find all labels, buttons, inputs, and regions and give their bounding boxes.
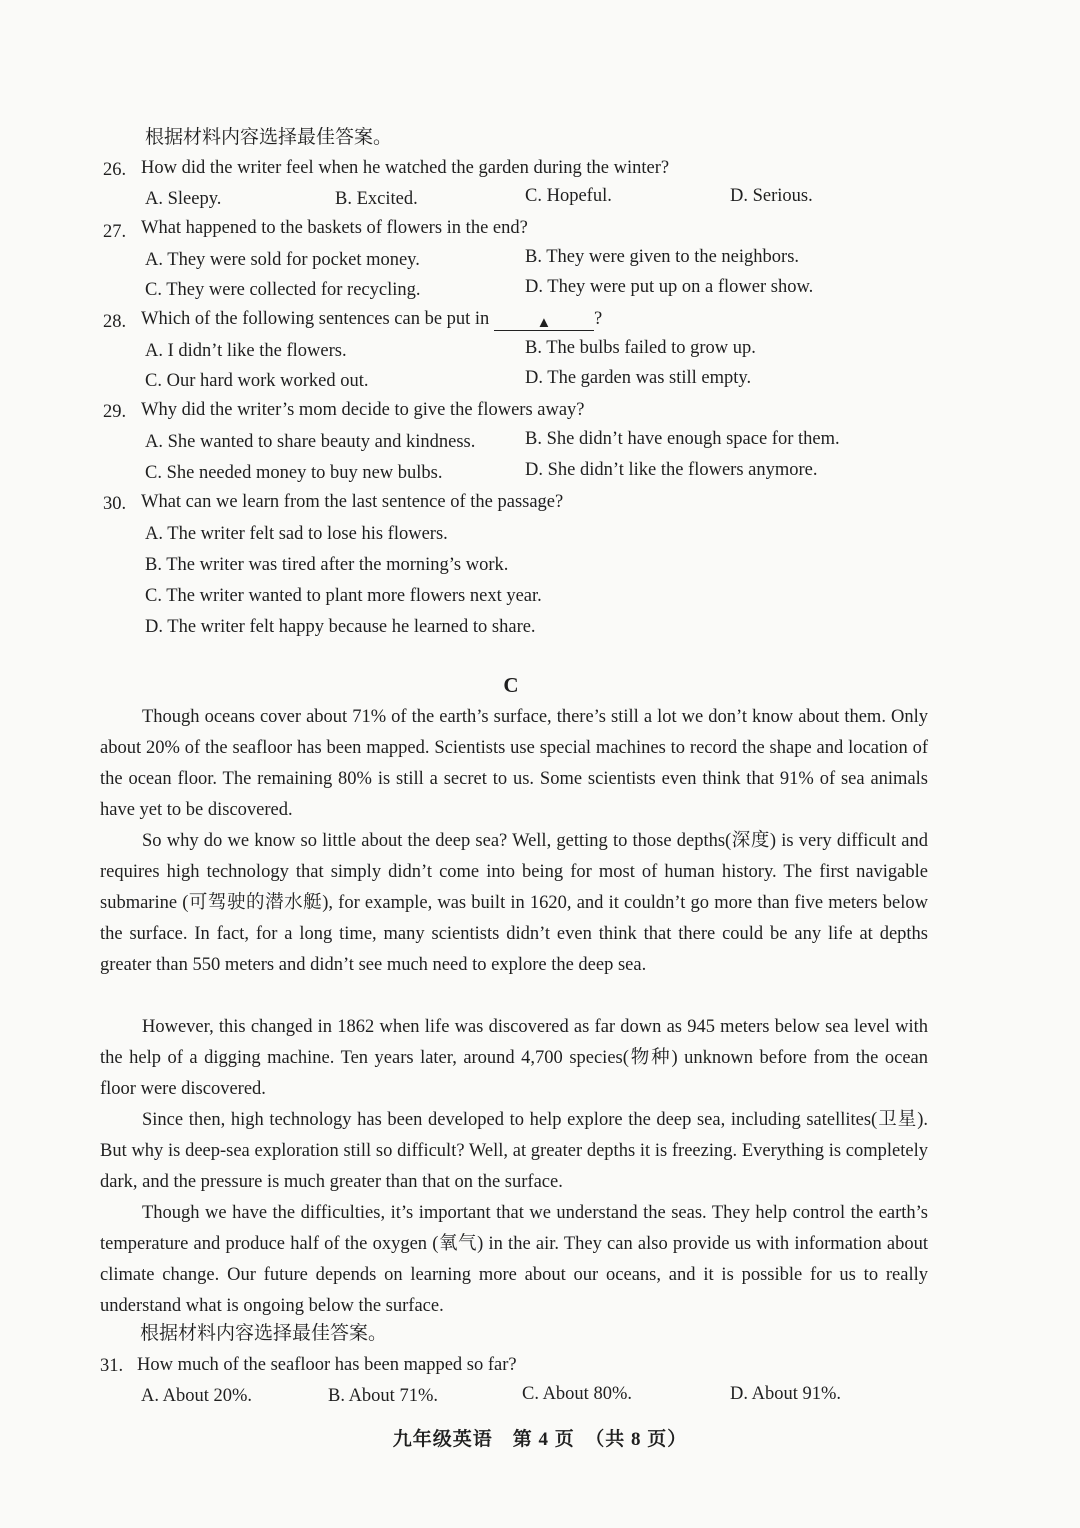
section-title: C	[503, 673, 519, 697]
option-d: D. The garden was still empty.	[525, 368, 752, 388]
option-b: B. The writer was tired after the morning’s work.	[145, 555, 509, 575]
option-a: A. They were sold for pocket money.	[145, 250, 420, 270]
option-d: D. They were put up on a flower show.	[525, 277, 814, 297]
option-b: B. About 71%.	[328, 1386, 438, 1406]
question-number: 27.	[103, 222, 127, 242]
question-number: 28.	[103, 312, 127, 332]
passage-paragraph: Though oceans cover about 71% of the earth’s surface, there’s still a lot we don’t know about them. Only about 20% of the seafloor has been mapped. Scientists use special machines to record the shape and location of the ocean floor. The remaining 80% is still a secret to us. Some scientists even think that 91% of sea animals have yet to be discovered.	[100, 707, 928, 820]
option-b: B. Excited.	[335, 189, 418, 209]
passage-paragraph: So why do we know so little about the deep sea? Well, getting to those depths(深度) is very difficult and requires high technology that simply didn’t come into being for most of human history. The first navigable submarine (可驾驶的潜水艇), for example, was built in 1620, and it couldn’t go more than five meters below the surface. In fact, for a long time, many scientists didn’t even think that there could be any life at depths greater than 550 meters and didn’t see much need to explore the deep sea.	[100, 831, 928, 975]
question-text: How did the writer feel when he watched the garden during the winter?	[141, 158, 670, 178]
option-b: B. The bulbs failed to grow up.	[525, 338, 756, 358]
question-number: 30.	[103, 494, 127, 514]
question-text	[141, 307, 602, 331]
question-mark: ?	[593, 309, 603, 329]
option-d: D. The writer felt happy because he learned to share.	[145, 617, 536, 637]
option-a: A. The writer felt sad to lose his flowers.	[145, 524, 448, 544]
option-a: A. About 20%.	[141, 1386, 252, 1406]
answer-blank	[494, 310, 594, 331]
question-number: 31.	[100, 1356, 124, 1376]
question-number: 29.	[103, 402, 127, 422]
passage-paragraph: However, this changed in 1862 when life was discovered as far down as 945 meters below sea level with the help of a digging machine. Ten years later, around 4,700 species(物种) unknown before from the ocean floor were discovered.	[100, 1017, 928, 1099]
question-text-before: Which of the following sentences can be put in	[141, 309, 490, 329]
page-footer: 九年级英语 第 4 页 （共 8 页）	[392, 1429, 688, 1450]
passage-paragraph: Though we have the difficulties, it’s important that we understand the seas. They help control the earth’s temperature and produce half of the oxygen (氧气) in the air. They can also provide us with information about climate change. Our future depends on learning more about our oceans, and it is possible for us to really understand what is ongoing below the surface.	[100, 1203, 928, 1316]
question-text: How much of the seafloor has been mapped so far?	[137, 1355, 517, 1375]
instruction-text: 根据材料内容选择最佳答案。	[140, 1323, 388, 1344]
option-a: A. She wanted to share beauty and kindness.	[145, 432, 476, 452]
question-text: What happened to the baskets of flowers in the end?	[141, 218, 528, 238]
question-text: What can we learn from the last sentence of the passage?	[141, 492, 564, 512]
option-a: A. Sleepy.	[145, 189, 222, 209]
option-b: B. She didn’t have enough space for them.	[525, 429, 840, 449]
option-d: D. About 91%.	[730, 1384, 841, 1404]
option-c: C. She needed money to buy new bulbs.	[145, 463, 443, 483]
option-c: C. Hopeful.	[525, 186, 612, 206]
option-c: C. Our hard work worked out.	[145, 371, 369, 391]
option-c: C. The writer wanted to plant more flowers next year.	[145, 586, 542, 606]
triangle-marker-icon: ▲	[536, 315, 552, 331]
question-text: Why did the writer’s mom decide to give the flowers away?	[141, 400, 585, 420]
option-a: A. I didn’t like the flowers.	[145, 341, 347, 361]
option-d: D. Serious.	[730, 186, 813, 206]
option-d: D. She didn’t like the flowers anymore.	[525, 460, 818, 480]
option-c: C. They were collected for recycling.	[145, 280, 421, 300]
instruction-text: 根据材料内容选择最佳答案。	[145, 127, 393, 148]
option-c: C. About 80%.	[522, 1384, 632, 1404]
option-b: B. They were given to the neighbors.	[525, 247, 800, 267]
passage-paragraph: Since then, high technology has been developed to help explore the deep sea, including satellites(卫星). But why is deep-sea exploration still so difficult? Well, at greater depths it is freezing. Everything is completely dark, and the pressure is much greater than that on the surface.	[100, 1110, 928, 1192]
question-number: 26.	[103, 160, 127, 180]
